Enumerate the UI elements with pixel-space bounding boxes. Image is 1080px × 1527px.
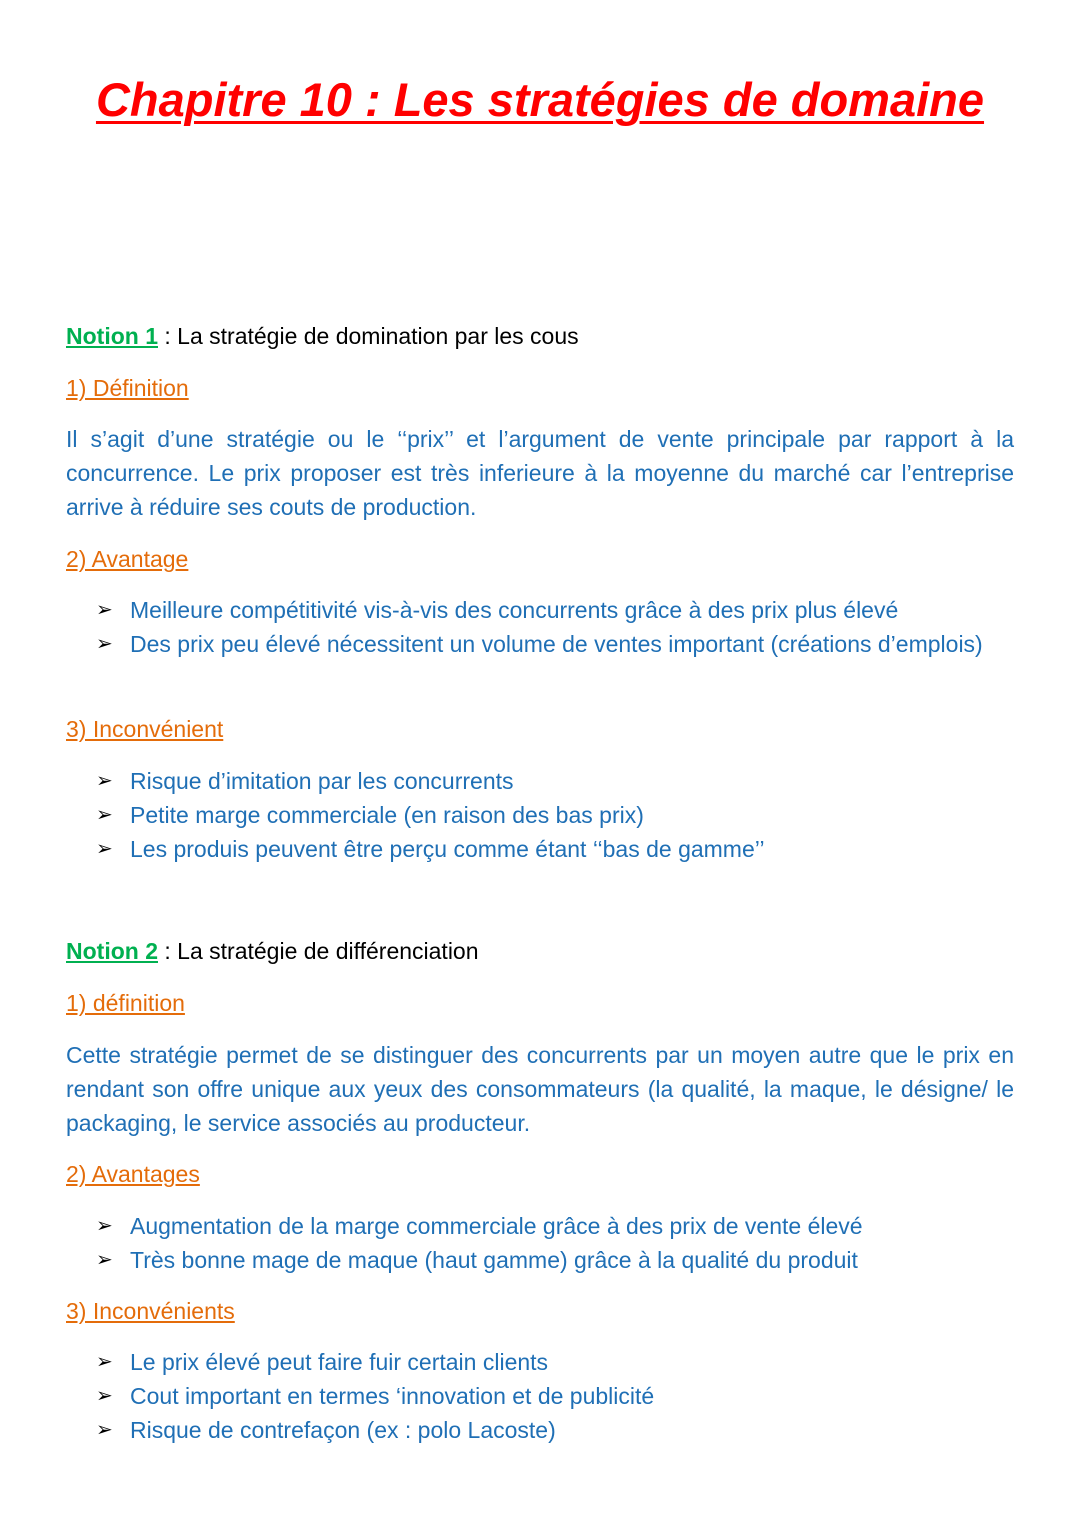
drawbacks-list bbox=[66, 764, 1014, 866]
page-title: Chapitre 10 : Les stratégies de domaine bbox=[95, 73, 985, 126]
arrow-bullet-icon: ➢ bbox=[96, 804, 113, 826]
list-item: ➢ Très bonne mage de maque (haut gamme) grâce à la qualité du produit bbox=[66, 1243, 1014, 1277]
list-item: ➢ Les produis peuvent être perçu comme étant ‘‘bas de gamme’’ bbox=[66, 832, 1014, 866]
definition-text: Cette stratégie permet de se distinguer des concurrents par un moyen autre que le prix en rendant son offre unique aux yeux des consommateurs (la qualité, la maque, le désigne/ le packaging, le service associés au producteur. bbox=[66, 1042, 1014, 1136]
arrow-bullet-icon: ➢ bbox=[96, 770, 113, 792]
arrow-bullet-icon: ➢ bbox=[96, 1351, 113, 1373]
arrow-bullet-icon: ➢ bbox=[96, 1215, 113, 1237]
notion-label: Notion 2 bbox=[66, 938, 158, 964]
advantages-heading: 2) Avantages bbox=[66, 1161, 200, 1187]
notion-title: : La stratégie de différenciation bbox=[158, 938, 479, 964]
list-item: ➢ Risque de contrefaçon (ex : polo Lacoste) bbox=[66, 1413, 1014, 1447]
advantages-list bbox=[66, 593, 1014, 661]
definition-heading: 1) définition bbox=[66, 990, 185, 1016]
list-item: ➢ Des prix peu élevé nécessitent un volume de ventes important (créations d’emplois) bbox=[66, 627, 1014, 661]
arrow-bullet-icon: ➢ bbox=[96, 599, 113, 621]
arrow-bullet-icon: ➢ bbox=[96, 1419, 113, 1441]
definition-text: Il s’agit d’une stratégie ou le ‘‘prix’’ et l’argument de vente principale par rapport à la concurrence. Le prix proposer est très inferieure à la moyenne du marché car l’entreprise arrive à réduire ses couts de production. bbox=[66, 426, 1014, 520]
list-item: ➢ Cout important en termes ‘innovation et de publicité bbox=[66, 1379, 1014, 1413]
list-item: ➢ Meilleure compétitivité vis-à-vis des concurrents grâce à des prix plus élevé bbox=[66, 593, 1014, 627]
notion-1-heading bbox=[66, 319, 1014, 353]
drawbacks-heading: 3) Inconvénients bbox=[66, 1298, 235, 1324]
notion-2-heading bbox=[66, 934, 1014, 968]
list-item: ➢ Petite marge commerciale (en raison des bas prix) bbox=[66, 798, 1014, 832]
notion-title: : La stratégie de domination par les cous bbox=[158, 323, 579, 349]
list-item: ➢ Augmentation de la marge commerciale grâce à des prix de vente élevé bbox=[66, 1209, 1014, 1243]
list-item: ➢ Le prix élevé peut faire fuir certain clients bbox=[66, 1345, 1014, 1379]
arrow-bullet-icon: ➢ bbox=[96, 1249, 113, 1271]
arrow-bullet-icon: ➢ bbox=[96, 838, 113, 860]
arrow-bullet-icon: ➢ bbox=[96, 633, 113, 655]
definition-heading: 1) Définition bbox=[66, 375, 189, 401]
advantages-heading: 2) Avantage bbox=[66, 546, 189, 572]
notion-label: Notion 1 bbox=[66, 323, 158, 349]
advantages-list bbox=[66, 1209, 1014, 1277]
drawbacks-list bbox=[66, 1345, 1014, 1447]
drawbacks-heading: 3) Inconvénient bbox=[66, 716, 224, 742]
arrow-bullet-icon: ➢ bbox=[96, 1385, 113, 1407]
list-item: ➢ Risque d’imitation par les concurrents bbox=[66, 764, 1014, 798]
